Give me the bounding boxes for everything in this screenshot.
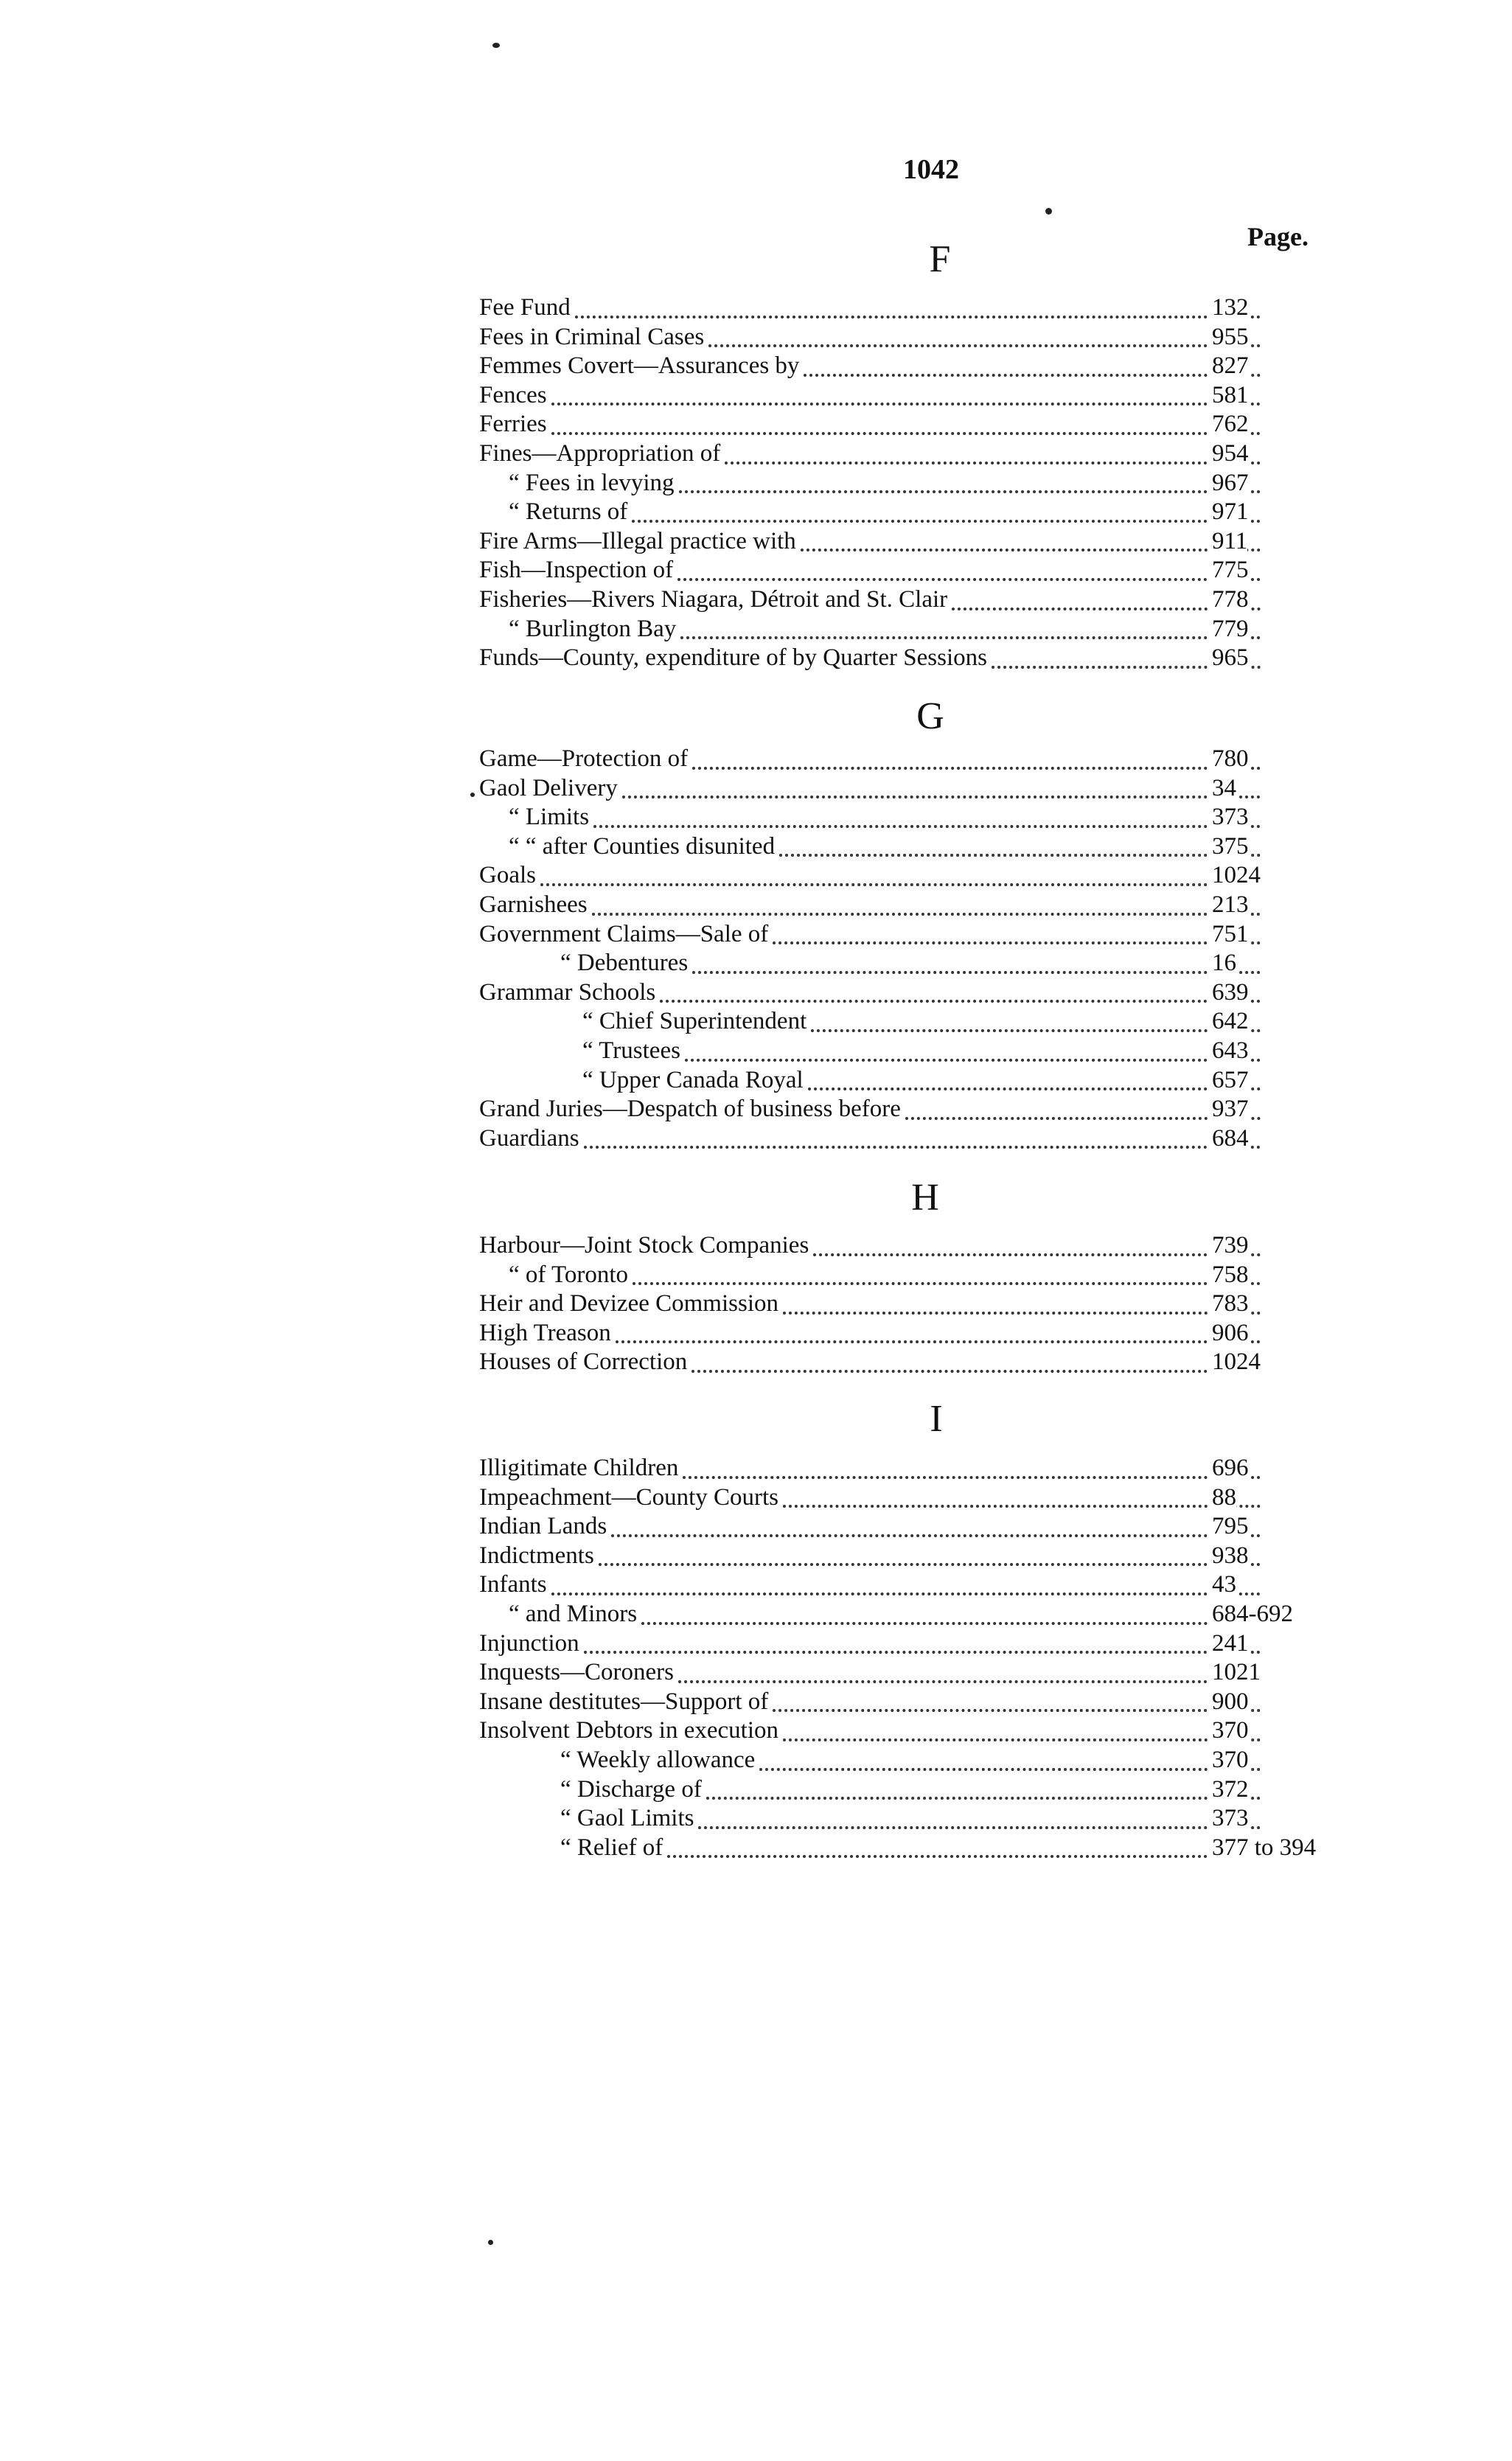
entry-page: 739 (1208, 1231, 1249, 1261)
leader-dots (679, 490, 1261, 493)
leader-dots (698, 1826, 1261, 1829)
leader-dots (725, 462, 1261, 464)
leader-dots (551, 1592, 1261, 1595)
entry-page: 696 (1208, 1454, 1249, 1483)
index-entry (479, 1483, 1342, 1513)
entry-text: “ Fees in levying (509, 470, 679, 496)
index-entry (479, 1095, 1342, 1124)
section-g-entries (479, 745, 1342, 1153)
leader-dots (692, 971, 1261, 974)
entry-text: Heir and Devizee Commission (479, 1290, 783, 1317)
entry-text: Funds—County, expenditure of by Quarter Sessions (479, 644, 992, 671)
entry-text: “ Relief of (560, 1834, 667, 1861)
entry-text: “ and Minors (509, 1601, 641, 1627)
index-entry (479, 527, 1342, 557)
leader-dots (683, 1476, 1261, 1479)
entry-page: 34 (1208, 774, 1236, 804)
scan-speck-top (492, 43, 500, 48)
index-entry (479, 832, 1342, 862)
leader-dots (551, 432, 1261, 435)
index-entry (479, 1716, 1342, 1746)
entry-text: Fee Fund (479, 294, 575, 321)
leader-dots (708, 344, 1261, 347)
index-entry (479, 1542, 1342, 1571)
index-entry (479, 1775, 1342, 1805)
entry-text: “ Limits (509, 804, 593, 830)
entry-text: “ Weekly allowance (560, 1747, 759, 1773)
index-entry (479, 644, 1342, 673)
leader-dots (641, 1622, 1261, 1625)
entry-text: Guardians (479, 1125, 584, 1152)
leader-dots (540, 883, 1261, 886)
entry-text: Government Claims—Sale of (479, 921, 773, 947)
section-h-entries (479, 1231, 1342, 1377)
page-number: 1042 (903, 154, 959, 185)
entry-page: 16 (1208, 949, 1236, 978)
entry-page: 684 (1208, 1124, 1249, 1154)
leader-dots (551, 403, 1261, 405)
leader-dots (811, 1029, 1261, 1032)
entry-page: 241 (1208, 1629, 1249, 1659)
index-entry (479, 1834, 1342, 1863)
entry-text: Infants (479, 1571, 551, 1598)
entry-text: “ Returns of (509, 498, 632, 525)
leader-dots (706, 1797, 1261, 1800)
section-f-entries (479, 293, 1342, 673)
leader-dots (813, 1253, 1261, 1256)
leader-dots (611, 1534, 1261, 1537)
leader-dots (592, 913, 1261, 916)
page-column-label: Page. (1247, 222, 1309, 251)
section-letter-h: H (911, 1177, 939, 1219)
leader-dots (632, 520, 1261, 523)
entry-text: Femmes Covert—Assurances by (479, 352, 804, 379)
entry-text: Fees in Criminal Cases (479, 324, 708, 350)
entry-page: 1024 (1208, 861, 1261, 891)
index-entry (479, 439, 1342, 469)
leader-dots (599, 1563, 1261, 1566)
leader-dots (804, 374, 1261, 377)
entry-page: 639 (1208, 978, 1249, 1008)
leader-dots (783, 1505, 1261, 1508)
scan-speck-mid (1045, 208, 1052, 215)
index-entry (479, 1231, 1342, 1261)
index-entry (479, 1007, 1342, 1037)
leader-dots (633, 1282, 1261, 1285)
entry-page: 373 (1208, 803, 1249, 832)
entry-page: 783 (1208, 1289, 1249, 1319)
entry-page: 937 (1208, 1095, 1249, 1124)
entry-text: Gaol Delivery (479, 775, 622, 801)
entry-page: 955 (1208, 323, 1249, 352)
index-entry (479, 920, 1342, 950)
leader-dots (691, 1370, 1261, 1373)
entry-text: “ Gaol Limits (560, 1805, 698, 1831)
entry-page: 88 (1208, 1483, 1236, 1513)
entry-page: 132 (1208, 293, 1249, 323)
leader-dots (616, 1340, 1261, 1343)
index-entry (479, 861, 1342, 891)
entry-page: 372 (1208, 1775, 1249, 1805)
scan-speck-left (470, 793, 475, 797)
leader-dots (622, 796, 1261, 798)
leader-dots (593, 825, 1261, 828)
entry-text: Fences (479, 382, 551, 408)
entry-page: 938 (1208, 1542, 1249, 1571)
index-entry (479, 891, 1342, 920)
leader-dots (759, 1768, 1261, 1771)
index-entry (479, 352, 1342, 381)
index-entry (479, 615, 1342, 644)
entry-text: “ Discharge of (560, 1776, 706, 1803)
index-entry (479, 949, 1342, 978)
entry-text: Garnishees (479, 891, 592, 918)
entry-text: Game—Protection of (479, 745, 692, 772)
entry-text: “ Debentures (560, 950, 692, 976)
leader-dots (575, 316, 1261, 318)
entry-page: 213 (1208, 891, 1249, 920)
entry-text: Fire Arms—Illegal practice with (479, 528, 801, 554)
index-entry (479, 1600, 1342, 1629)
entry-page: 775 (1208, 556, 1249, 585)
index-entry (479, 1454, 1342, 1483)
entry-page: 758 (1208, 1261, 1249, 1290)
entry-page: 373 (1208, 1804, 1249, 1834)
leader-dots (773, 1709, 1261, 1712)
index-entry (479, 774, 1342, 804)
leader-dots (685, 1059, 1261, 1062)
entry-page: 370 (1208, 1746, 1249, 1775)
entry-text: Insolvent Debtors in execution (479, 1717, 783, 1744)
scan-speck-bottom (488, 2240, 493, 2245)
leader-dots (678, 1680, 1261, 1683)
entry-page: 971 (1208, 498, 1249, 527)
entry-page: 581 (1208, 381, 1249, 411)
leader-dots (779, 854, 1261, 857)
entry-page: 43 (1208, 1570, 1236, 1600)
entry-text: Goals (479, 862, 540, 888)
entry-text: “ of Toronto (509, 1261, 633, 1288)
entry-text: “ Upper Canada Royal (582, 1067, 808, 1093)
index-entry (479, 323, 1342, 352)
index-entry (479, 1570, 1342, 1600)
entry-page: 965 (1208, 644, 1249, 673)
entry-text: High Treason (479, 1320, 616, 1346)
entry-page: 795 (1208, 1512, 1249, 1542)
entry-page: 643 (1208, 1037, 1249, 1066)
index-entry (479, 410, 1342, 439)
leader-dots (660, 1000, 1261, 1003)
leader-dots (680, 636, 1261, 639)
entry-text: Illigitimate Children (479, 1455, 683, 1481)
entry-text: Indian Lands (479, 1513, 611, 1539)
leader-dots (677, 578, 1261, 581)
entry-text: Insane destitutes—Support of (479, 1688, 773, 1715)
leader-dots (667, 1855, 1261, 1858)
index-entry (479, 469, 1342, 498)
index-entry (479, 803, 1342, 832)
leader-dots (773, 941, 1261, 944)
entry-page: 762 (1208, 410, 1249, 439)
entry-page: 751 (1208, 920, 1249, 950)
entry-page: 684-692 (1208, 1600, 1293, 1629)
leader-dots (808, 1087, 1261, 1090)
index-entry (479, 1289, 1342, 1319)
entry-page: 1024 (1208, 1348, 1261, 1377)
entry-text: Inquests—Coroners (479, 1659, 678, 1685)
entry-page: 827 (1208, 352, 1249, 381)
index-entry (479, 1319, 1342, 1348)
section-i-entries (479, 1454, 1342, 1862)
leader-dots (692, 767, 1261, 770)
entry-page: 911 (1208, 527, 1247, 557)
index-entry (479, 381, 1342, 411)
index-entry (479, 1261, 1342, 1290)
section-letter-f: F (929, 238, 951, 280)
index-entry (479, 1688, 1342, 1717)
entry-text: “ Chief Superintendent (582, 1008, 811, 1034)
entry-page: 377 to 394 (1208, 1834, 1316, 1863)
entry-page: 375 (1208, 832, 1249, 862)
entry-page: 642 (1208, 1007, 1249, 1037)
leader-dots (584, 1651, 1261, 1654)
entry-text: Fisheries—Rivers Niagara, Détroit and St. Clair (479, 586, 952, 613)
entry-text: “ “ after Counties disunited (509, 833, 779, 860)
index-entry (479, 1658, 1342, 1688)
index-entry (479, 585, 1342, 615)
entry-page: 780 (1208, 745, 1249, 774)
entry-text: Grammar Schools (479, 979, 660, 1006)
entry-page: 657 (1208, 1066, 1249, 1096)
entry-text: Impeachment—County Courts (479, 1484, 783, 1511)
entry-text: Houses of Correction (479, 1348, 691, 1375)
entry-text: Grand Juries—Despatch of business before (479, 1096, 905, 1122)
entry-page: 370 (1208, 1716, 1249, 1746)
entry-page: 967 (1208, 469, 1249, 498)
index-entry (479, 1804, 1342, 1834)
entry-page: 900 (1208, 1688, 1249, 1717)
leader-dots (584, 1146, 1261, 1149)
index-entry (479, 1629, 1342, 1659)
entry-text: Fines—Appropriation of (479, 440, 725, 467)
entry-page: 778 (1208, 585, 1249, 615)
entry-text: Harbour—Joint Stock Companies (479, 1232, 813, 1259)
index-entry (479, 293, 1342, 323)
entry-text: “ Burlington Bay (509, 616, 680, 642)
entry-page: 954 (1208, 439, 1249, 469)
section-letter-g: G (916, 695, 944, 737)
entry-text: Ferries (479, 411, 551, 437)
entry-page: 779 (1208, 615, 1249, 644)
index-entry (479, 1037, 1342, 1066)
entry-text: “ Trustees (582, 1037, 685, 1064)
entry-text: Fish—Inspection of (479, 557, 677, 583)
index-entry (479, 498, 1342, 527)
index-entry (479, 745, 1342, 774)
entry-text: Indictments (479, 1542, 599, 1569)
index-entry (479, 556, 1342, 585)
index-entry (479, 1066, 1342, 1096)
index-entry (479, 978, 1342, 1008)
leader-dots (783, 1738, 1261, 1741)
index-entry (479, 1746, 1342, 1775)
entry-page: 1021 (1208, 1658, 1261, 1688)
section-letter-i: I (930, 1398, 943, 1440)
leader-dots (801, 549, 1261, 551)
entry-page: 906 (1208, 1319, 1249, 1348)
leader-dots (783, 1312, 1261, 1315)
entry-text: Injunction (479, 1630, 584, 1657)
index-entry (479, 1124, 1342, 1154)
index-entry (479, 1348, 1342, 1377)
index-entry (479, 1512, 1342, 1542)
